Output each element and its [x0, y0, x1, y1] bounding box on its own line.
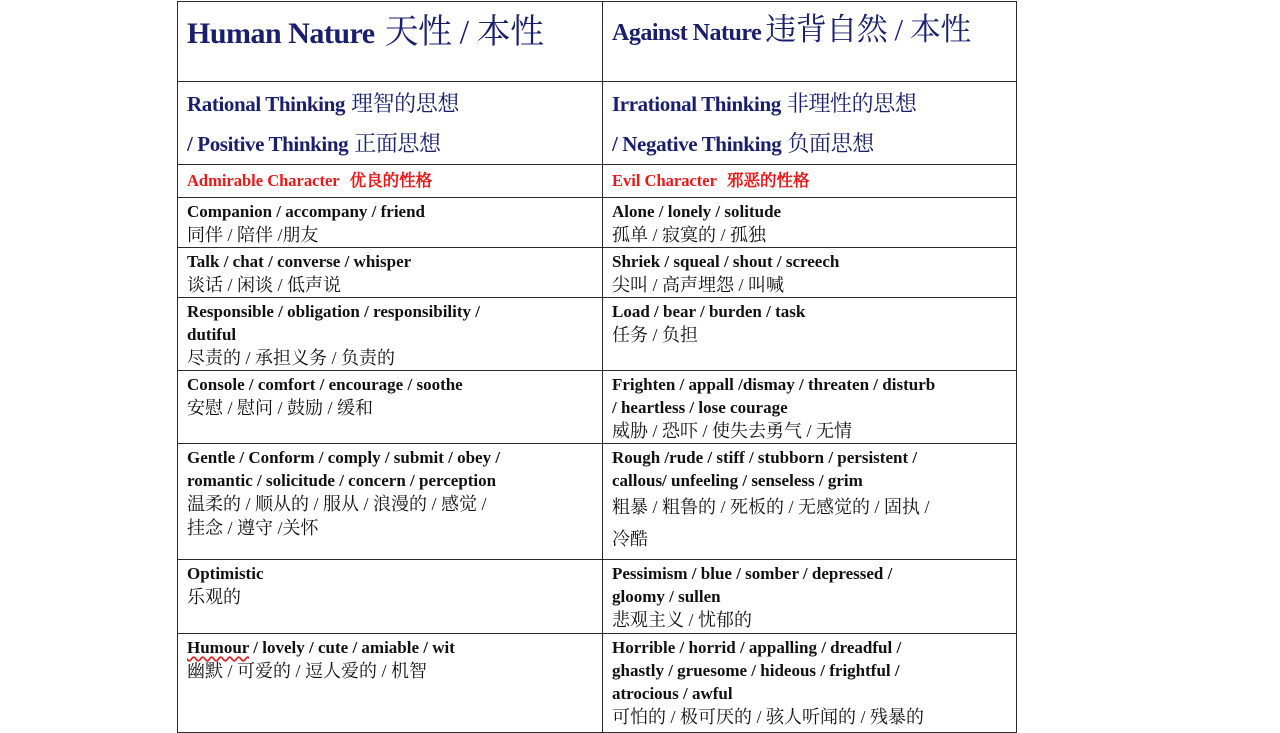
word-list-en-rest: / lovely / cute / amiable / wit — [249, 638, 455, 657]
table-row — [178, 198, 1017, 248]
table-cell-right — [603, 248, 1017, 298]
table-row — [178, 444, 1017, 560]
word-list-zh: 乐观的 — [187, 587, 241, 607]
word-list-zh: 同伴 / 陪伴 /朋友 — [187, 225, 319, 245]
word-list-zh: 任务 / 负担 — [612, 325, 699, 345]
table-cell-right — [603, 198, 1017, 248]
word-list-en: Shriek / squeal / shout / screech — [612, 252, 840, 271]
table-cell-left — [178, 298, 603, 371]
irrational-thinking-en: Irrational Thinking — [612, 92, 781, 116]
character-row — [178, 165, 1017, 198]
table-row — [178, 560, 1017, 634]
word-list-en: Rough /rude / stiff / stubborn / persistent / — [612, 448, 918, 467]
word-list-en: callous/ unfeeling / senseless / grim — [612, 471, 863, 490]
admirable-character-zh: 优良的性格 — [349, 171, 433, 190]
humour-word: Humour — [187, 638, 250, 657]
table-cell-left — [178, 444, 603, 560]
word-list-en: Talk / chat / converse / whisper — [187, 252, 412, 271]
negative-thinking-en: / Negative Thinking — [612, 132, 782, 156]
table-cell-left — [178, 371, 603, 444]
character-left-cell — [178, 165, 603, 198]
word-list-en: Pessimism / blue / somber / depressed / — [612, 564, 893, 583]
word-list-zh: 幽默 / 可爱的 / 逗人爱的 / 机智 — [187, 661, 428, 681]
word-list-en: gloomy / sullen — [612, 587, 721, 606]
table-cell-right — [603, 298, 1017, 371]
rational-thinking-en: Rational Thinking — [187, 92, 345, 116]
word-list-zh: 粗暴 / 粗鲁的 / 死板的 / 无感觉的 / 固执 / — [612, 497, 930, 517]
word-list-zh: 挂念 / 遵守 /关怀 — [187, 518, 319, 538]
irrational-thinking-zh: 非理性的思想 — [786, 91, 917, 116]
word-list-en: Load / bear / burden / task — [612, 302, 806, 321]
table-cell-right — [603, 371, 1017, 444]
header-right-cell — [603, 2, 1017, 82]
word-list-en: Console / comfort / encourage / soothe — [187, 375, 463, 394]
table-row — [178, 248, 1017, 298]
table-row — [178, 371, 1017, 444]
evil-character-zh: 邪恶的性格 — [726, 171, 810, 190]
word-list-zh: 悲观主义 / 忧郁的 — [612, 610, 753, 630]
table-cell-left — [178, 560, 603, 634]
word-list-zh: 温柔的 / 顺从的 / 服从 / 浪漫的 / 感觉 / — [187, 494, 487, 514]
subheader-row — [178, 82, 1017, 165]
negative-thinking-zh: 负面思想 — [787, 131, 874, 156]
table-cell-right — [603, 444, 1017, 560]
table-cell-left — [178, 634, 603, 733]
subheader-left-cell — [178, 82, 603, 165]
header-left-zh: 天性 / 本性 — [384, 14, 544, 51]
word-list-zh: 可怕的 / 极可厌的 / 骇人听闻的 / 残暴的 — [612, 707, 925, 727]
word-list-en: Horrible / horrid / appalling / dreadful / — [612, 638, 902, 657]
word-list-zh: 尖叫 / 高声埋怨 / 叫喊 — [612, 275, 785, 295]
positive-thinking-zh: 正面思想 — [354, 131, 441, 156]
word-list-en: dutiful — [187, 325, 237, 344]
header-right-zh: 违背自然 / 本性 — [765, 12, 971, 47]
word-list-zh: 威胁 / 恐吓 / 使失去勇气 / 无情 — [612, 421, 853, 441]
evil-character-en: Evil Character — [612, 171, 717, 190]
table-row — [178, 634, 1017, 733]
word-list-zh: 安慰 / 慰问 / 鼓励 / 缓和 — [187, 398, 374, 418]
word-list-en: Alone / lonely / solitude — [612, 202, 782, 221]
word-list-en: Companion / accompany / friend — [187, 202, 426, 221]
word-list-zh: 谈话 / 闲谈 / 低声说 — [187, 275, 342, 295]
word-list-zh: 孤单 / 寂寞的 / 孤独 — [612, 225, 767, 245]
subheader-right-cell — [603, 82, 1017, 165]
rational-thinking-zh: 理智的思想 — [350, 91, 459, 116]
admirable-character-en: Admirable Character — [187, 171, 340, 190]
header-row — [178, 2, 1017, 82]
word-list-zh: 冷酷 — [612, 529, 648, 549]
word-list-en: atrocious / awful — [612, 684, 733, 703]
header-left-cell — [178, 2, 603, 82]
word-list-zh: 尽责的 / 承担义务 / 负责的 — [187, 348, 396, 368]
table-cell-left — [178, 198, 603, 248]
word-list-en: Optimistic — [187, 564, 264, 583]
table-row — [178, 298, 1017, 371]
word-list-en: Responsible / obligation / responsibility / — [187, 302, 481, 321]
word-list-en: ghastly / gruesome / hideous / frightful / — [612, 661, 900, 680]
table-cell-right — [603, 560, 1017, 634]
table-cell-left — [178, 248, 603, 298]
table-cell-right — [603, 634, 1017, 733]
word-list-en: Gentle / Conform / comply / submit / obey / — [187, 448, 501, 467]
word-list-en: romantic / solicitude / concern / perception — [187, 471, 497, 490]
word-list-en: / heartless / lose courage — [612, 398, 788, 417]
character-right-cell — [603, 165, 1017, 198]
word-list-en: Frighten / appall /dismay / threaten / disturb — [612, 375, 936, 394]
positive-thinking-en: / Positive Thinking — [187, 132, 349, 156]
header-right-en: Against Nature — [612, 20, 762, 46]
vocabulary-table — [177, 1, 1017, 733]
header-left-en: Human Nature — [187, 17, 375, 50]
word-list-en — [187, 636, 598, 659]
